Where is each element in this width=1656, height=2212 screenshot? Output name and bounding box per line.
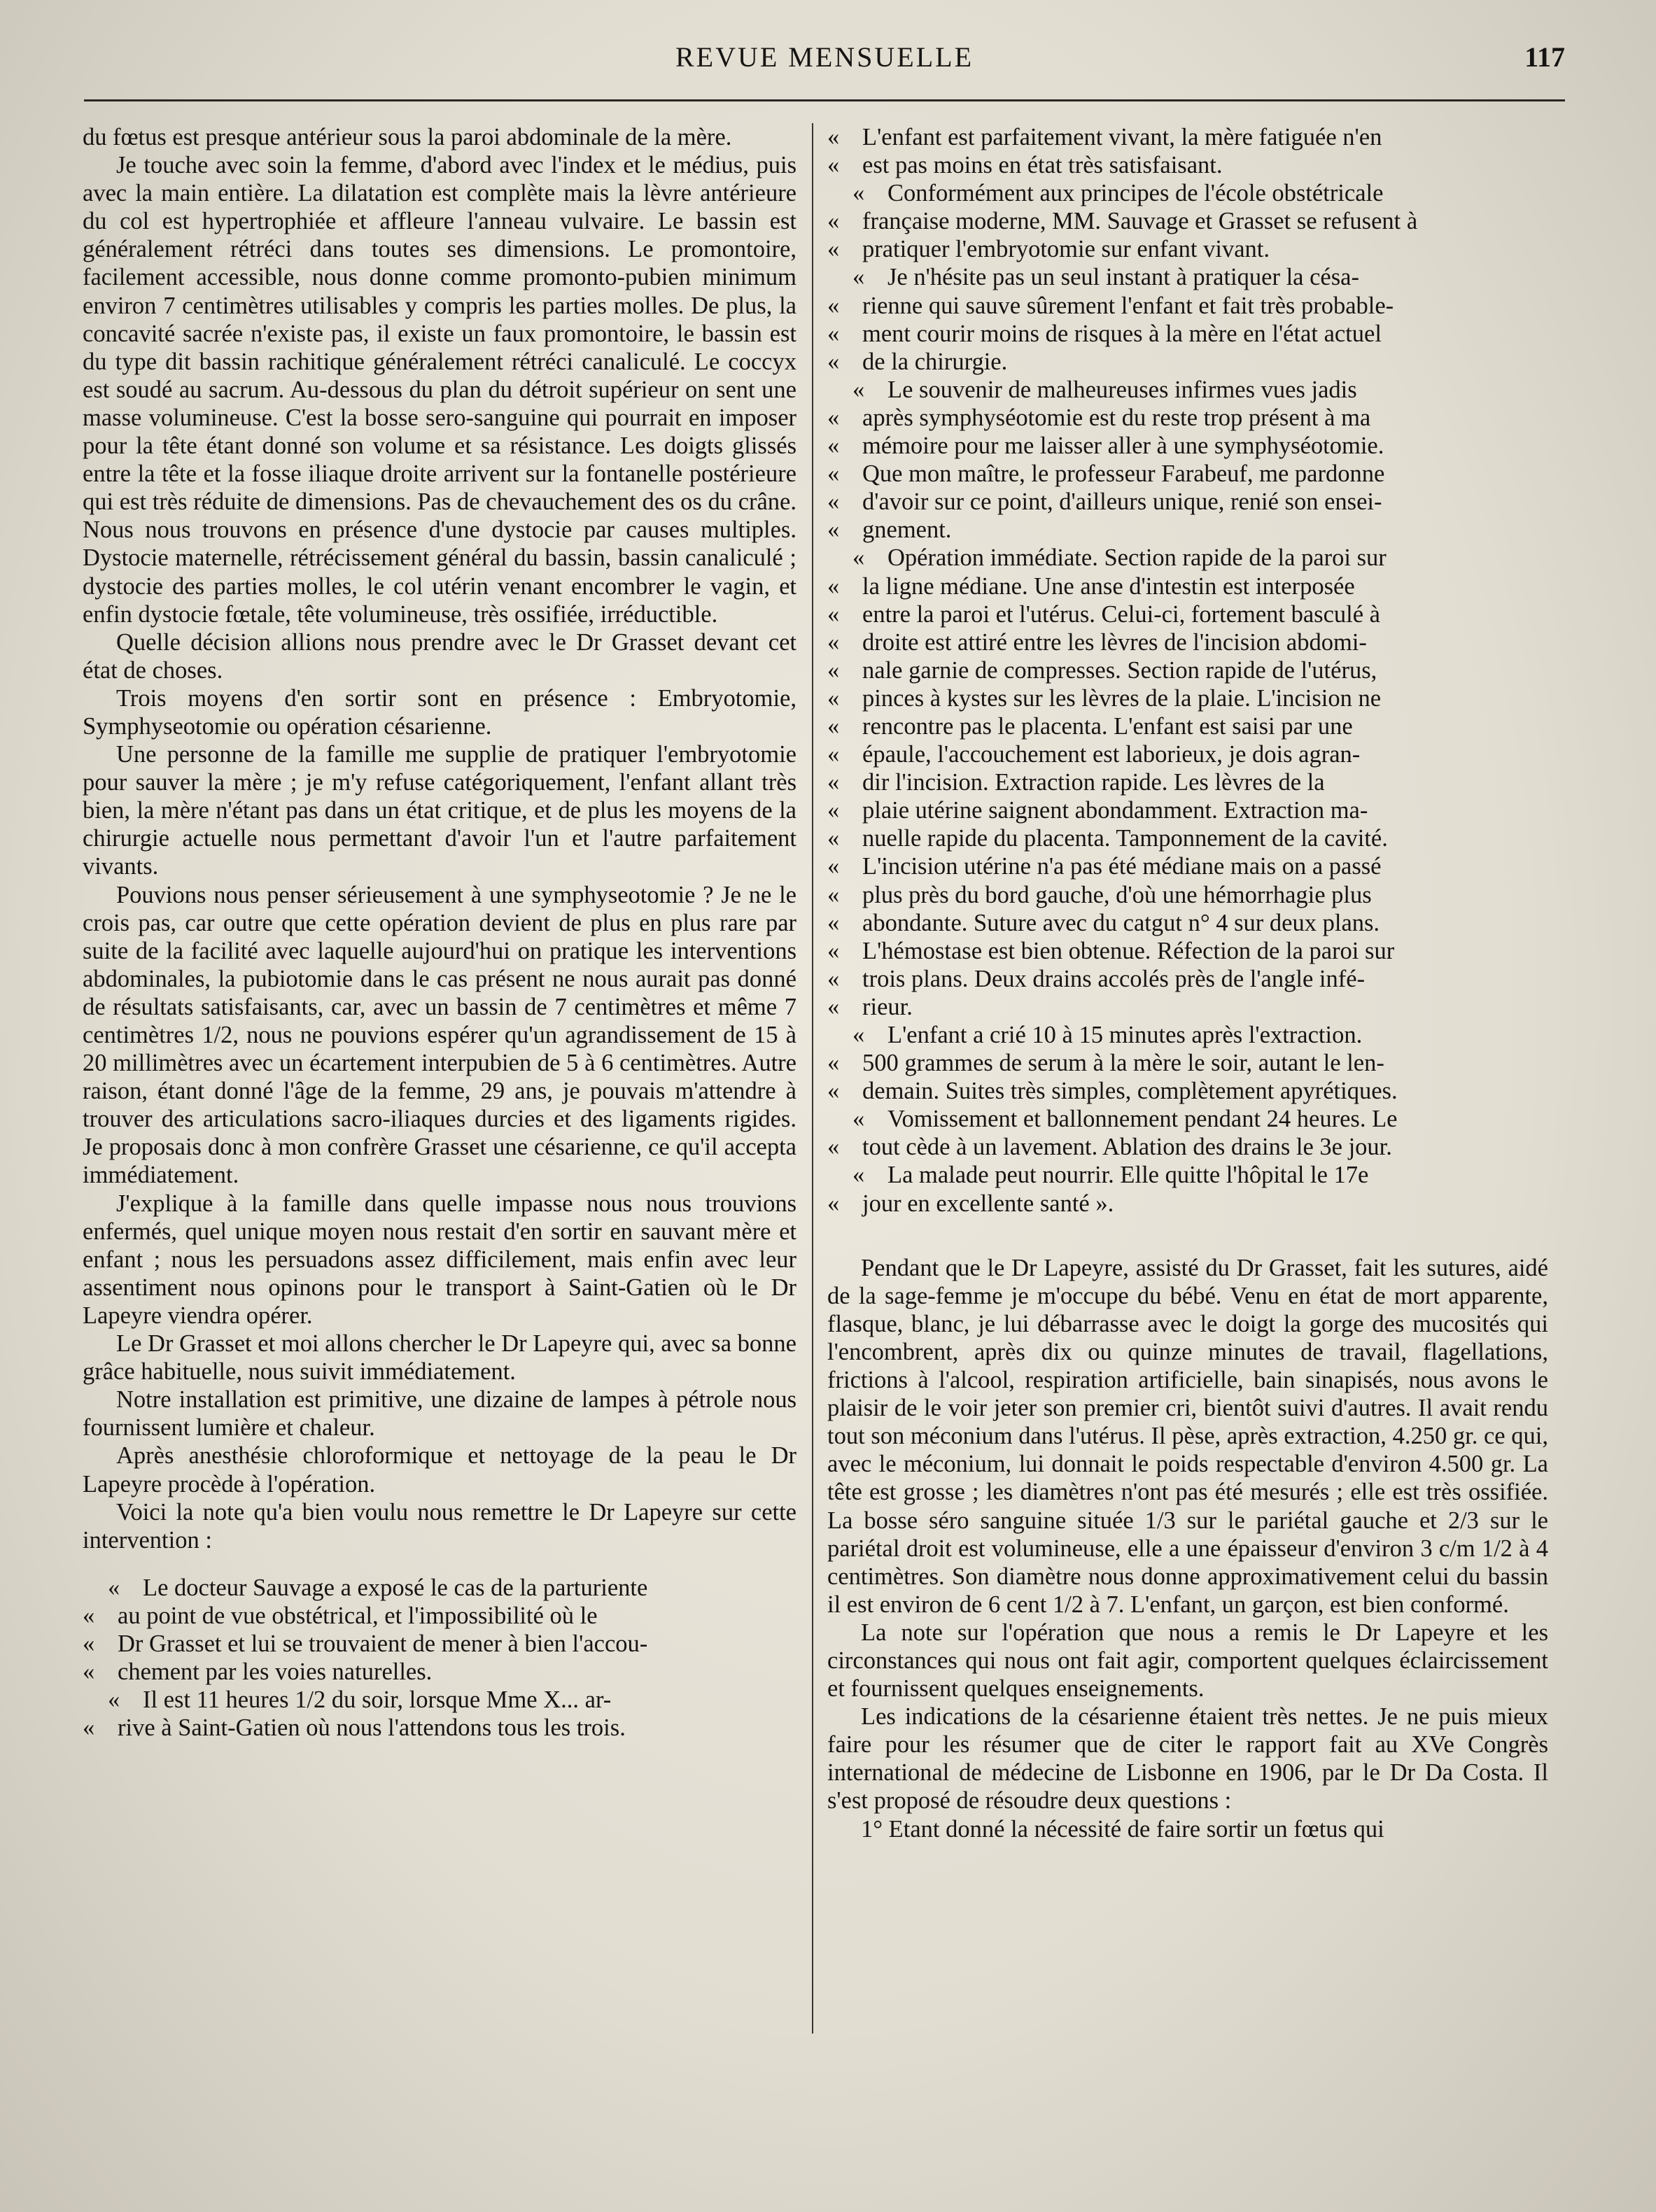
quote-line: « trois plans. Deux drains accolés près de l'angle infé-: [827, 965, 1548, 993]
paragraph: Je touche avec soin la femme, d'abord avec l'index et le médius, puis avec la main entière. La dilatation est complète mais la lèvre antérieure du col est hypertrophiée et affleure l'anneau vulvaire. Le bassin est généralement rétréci dans toutes ses dimensions. Le promontoire, facilement accessible, nous donne comme promonto-pubien minimum environ 7 centimètres utilisables y compris les parties molles. De plus, la concavité sacrée n'existe pas, il existe un faux promontoire, le bassin est du type dit bassin rachitique généralement rétréci canaliculé. Le coccyx est soudé au sacrum. Au-dessous du plan du détroit supérieur on sent une masse volumineuse. C'est la bosse sero-sanguine qui pourrait en imposer pour la tête étant donné son volume et sa résistance. Les doigts glissés entre la tête et la fosse iliaque droite arrivent sur la fontanelle postérieure qui est très réduite de dimensions. Pas de chevauchement des os du crâne. Nous nous trouvons en présence d'une dystocie par causes multiples. Dystocie maternelle, rétrécissement général du bassin, bassin canaliculé ; dystocie des parties molles, le col utérin venant encombrer le vagin, et enfin dystocie fœtale, tête volumineuse, très ossifiée, irréductible.: [83, 152, 797, 628]
running-title: REVUE MENSUELLE: [675, 41, 974, 73]
quote-line: « mémoire pour me laisser aller à une symphyséotomie.: [827, 432, 1548, 460]
quote-line: « rencontre pas le placenta. L'enfant est saisi par une: [827, 712, 1548, 740]
quote-line: « entre la paroi et l'utérus. Celui-ci, fortement basculé à: [827, 600, 1548, 628]
quote-line: « rive à Saint-Gatien où nous l'attendons tous les trois.: [83, 1714, 797, 1742]
quote-line: « chement par les voies naturelles.: [83, 1658, 797, 1686]
operation-note-quote-start: [83, 1574, 797, 1742]
quote-line: « Le souvenir de malheureuses infirmes vues jadis: [827, 376, 1548, 404]
quote-line: « la ligne médiane. Une anse d'intestin est interposée: [827, 572, 1548, 600]
right-column: [827, 123, 1548, 1843]
paragraph: J'explique à la famille dans quelle impasse nous nous trouvions enfermés, quel unique moyen nous restait d'en sortir en sauvant mère et enfant ; nous les persuadons assez difficilement, mais enfin avec leur assentiment nous opinons pour le transport à Saint-Gatien où le Dr Lapeyre viendra opérer.: [83, 1190, 797, 1329]
quote-line: « Il est 11 heures 1/2 du soir, lorsque Mme X... ar-: [83, 1686, 797, 1714]
quote-line: « L'hémostase est bien obtenue. Réfection de la paroi sur: [827, 937, 1548, 965]
quote-line: « plaie utérine saignent abondamment. Extraction ma-: [827, 796, 1548, 824]
spacer: [83, 1554, 797, 1574]
paragraph: Pendant que le Dr Lapeyre, assisté du Dr Grasset, fait les sutures, aidé de la sage-femme je m'occupe du bébé. Venu en état de mort apparente, flasque, blanc, je lui débarrasse avec le doigt la gorge des mucosités qui l'encombrent, après dix ou quinze minutes de travail, flagellations, frictions à l'alcool, respiration artificielle, bain sinapisés, nous avons le plaisir de le voir jeter son premier cri, bientôt suivi d'autres. Il avait rendu tout son méconium dans l'utérus. Il pèse, après extraction, 4.250 gr. ce qui, avec le méconium, lui donnait le poids respectable d'environ 4.500 gr. La tête est grosse ; les diamètres n'ont pas été mesurés ; elle est très ossifiée. La bosse séro sanguine située 1/3 sur le pariétal gauche et 2/3 sur le pariétal droit est volumineuse, elle a une épaisseur d'environ 3 c/m 1/2 à 4 centimètres. Son diamètre nous donne approximativement celui du bassin il est environ de 6 cent 1/2 à 7. L'enfant, un garçon, est bien conformé.: [827, 1254, 1548, 1618]
quote-line: « dir l'incision. Extraction rapide. Les lèvres de la: [827, 768, 1548, 796]
column-divider: [812, 123, 813, 2034]
paragraph: Quelle décision allions nous prendre avec le Dr Grasset devant cet état de choses.: [83, 628, 797, 684]
quote-line: « jour en excellente santé ».: [827, 1190, 1548, 1218]
header-rule: [84, 99, 1565, 101]
quote-line: « au point de vue obstétrical, et l'impossibilité où le: [83, 1602, 797, 1630]
paragraph: Pouvions nous penser sérieusement à une symphyseotomie ? Je ne le crois pas, car outre que cette opération devient de plus en plus rare par suite de la facilité avec laquelle aujourd'hui on pratique les interventions abdominales, la pubiotomie dans le cas présent ne nous aurait pas donné de résultats satisfaisants, car, avec un bassin de 7 centimètres et même 7 centimètres 1/2, nous ne pouvions espérer qu'un agrandissement de 15 à 20 millimètres avec un écartement interpubien de 5 à 6 centimètres. Autre raison, étant donné l'âge de la femme, 29 ans, je pouvais m'attendre à trouver des articulations sacro-iliaques durcies et des ligaments rigides. Je proposais donc à mon confrère Grasset une césarienne, ce qu'il accepta immédiatement.: [83, 881, 797, 1189]
quote-line: « française moderne, MM. Sauvage et Grasset se refusent à: [827, 207, 1548, 235]
quote-line: « 500 grammes de serum à la mère le soir, autant le len-: [827, 1049, 1548, 1077]
paragraph: Notre installation est primitive, une dizaine de lampes à pétrole nous fournissent lumière et chaleur.: [83, 1386, 797, 1442]
quote-line: « Que mon maître, le professeur Farabeuf, me pardonne: [827, 460, 1548, 488]
quote-line: « de la chirurgie.: [827, 348, 1548, 376]
quote-line: « épaule, l'accouchement est laborieux, je dois agran-: [827, 740, 1548, 768]
quote-line: « Je n'hésite pas un seul instant à pratiquer la césa-: [827, 263, 1548, 291]
quote-line: « nale garnie de compresses. Section rapide de l'utérus,: [827, 656, 1548, 684]
quote-line: « Vomissement et ballonnement pendant 24 heures. Le: [827, 1105, 1548, 1133]
paragraph: Le Dr Grasset et moi allons chercher le Dr Lapeyre qui, avec sa bonne grâce habituelle, nous suivit immédiatement.: [83, 1330, 797, 1386]
operation-note-quote-continued: [827, 123, 1548, 1218]
page-header: [84, 41, 1565, 90]
quote-line: « d'avoir sur ce point, d'ailleurs unique, renié son ensei-: [827, 488, 1548, 516]
quote-line: « L'incision utérine n'a pas été médiane mais on a passé: [827, 852, 1548, 880]
quote-line: « plus près du bord gauche, d'où une hémorrhagie plus: [827, 881, 1548, 909]
quote-line: « ment courir moins de risques à la mère en l'état actuel: [827, 320, 1548, 348]
quote-line: « demain. Suites très simples, complètement apyrétiques.: [827, 1077, 1548, 1105]
quote-line: « Le docteur Sauvage a exposé le cas de la parturiente: [83, 1574, 797, 1602]
paragraph: Trois moyens d'en sortir sont en présence : Embryotomie, Symphyseotomie ou opération césarienne.: [83, 684, 797, 740]
quote-line: « Opération immédiate. Section rapide de la paroi sur: [827, 544, 1548, 572]
spacer: [827, 1218, 1548, 1254]
quote-line: « rienne qui sauve sûrement l'enfant et fait très probable-: [827, 292, 1548, 320]
quote-line: « pinces à kystes sur les lèvres de la plaie. L'incision ne: [827, 684, 1548, 712]
paragraph: Une personne de la famille me supplie de pratiquer l'embryotomie pour sauver la mère ; je m'y refuse catégoriquement, l'enfant allant très bien, la mère n'étant pas dans un état critique, et de plus les moyens de la chirurgie actuelle nous permettant d'avoir l'un et l'autre parfaitement vivants.: [83, 741, 797, 880]
paragraph: Après anesthésie chloroformique et nettoyage de la peau le Dr Lapeyre procède à l'opération.: [83, 1442, 797, 1498]
left-column: [83, 123, 797, 1742]
quote-line: « abondante. Suture avec du catgut n° 4 sur deux plans.: [827, 909, 1548, 937]
page-number: 117: [1524, 41, 1565, 73]
paragraph: 1° Etant donné la nécessité de faire sortir un fœtus qui: [861, 1815, 1384, 1843]
quote-line: « gnement.: [827, 516, 1548, 544]
paragraph: Les indications de la césarienne étaient très nettes. Je ne puis mieux faire pour les résumer que de citer le rapport fait au XVe Congrès international de médecine de Lisbonne en 1906, par le Dr Da Costa. Il s'est proposé de résoudre deux questions :: [827, 1703, 1548, 1815]
paragraph: du fœtus est presque antérieur sous la paroi abdominale de la mère.: [83, 124, 732, 150]
quote-line: « Dr Grasset et lui se trouvaient de mener à bien l'accou-: [83, 1630, 797, 1658]
quote-line: « est pas moins en état très satisfaisant.: [827, 151, 1548, 179]
quote-line: « L'enfant est parfaitement vivant, la mère fatiguée n'en: [827, 123, 1548, 151]
quote-line: « droite est attiré entre les lèvres de l'incision abdomi-: [827, 628, 1548, 656]
quote-line: « Conformément aux principes de l'école obstétricale: [827, 179, 1548, 207]
quote-line: « rieur.: [827, 993, 1548, 1021]
quote-line: « La malade peut nourrir. Elle quitte l'hôpital le 17e: [827, 1161, 1548, 1189]
quote-line: « nuelle rapide du placenta. Tamponnement de la cavité.: [827, 824, 1548, 852]
quote-line: « tout cède à un lavement. Ablation des drains le 3e jour.: [827, 1133, 1548, 1161]
quote-line: « pratiquer l'embryotomie sur enfant vivant.: [827, 235, 1548, 263]
paragraph: La note sur l'opération que nous a remis le Dr Lapeyre et les circonstances qui nous ont fait agir, comportent quelques éclaircissement et fournissent quelques enseignements.: [827, 1619, 1548, 1703]
quote-line: « après symphyséotomie est du reste trop présent à ma: [827, 404, 1548, 432]
quote-line: « L'enfant a crié 10 à 15 minutes après l'extraction.: [827, 1021, 1548, 1049]
paragraph: Voici la note qu'a bien voulu nous remettre le Dr Lapeyre sur cette intervention :: [83, 1498, 797, 1554]
